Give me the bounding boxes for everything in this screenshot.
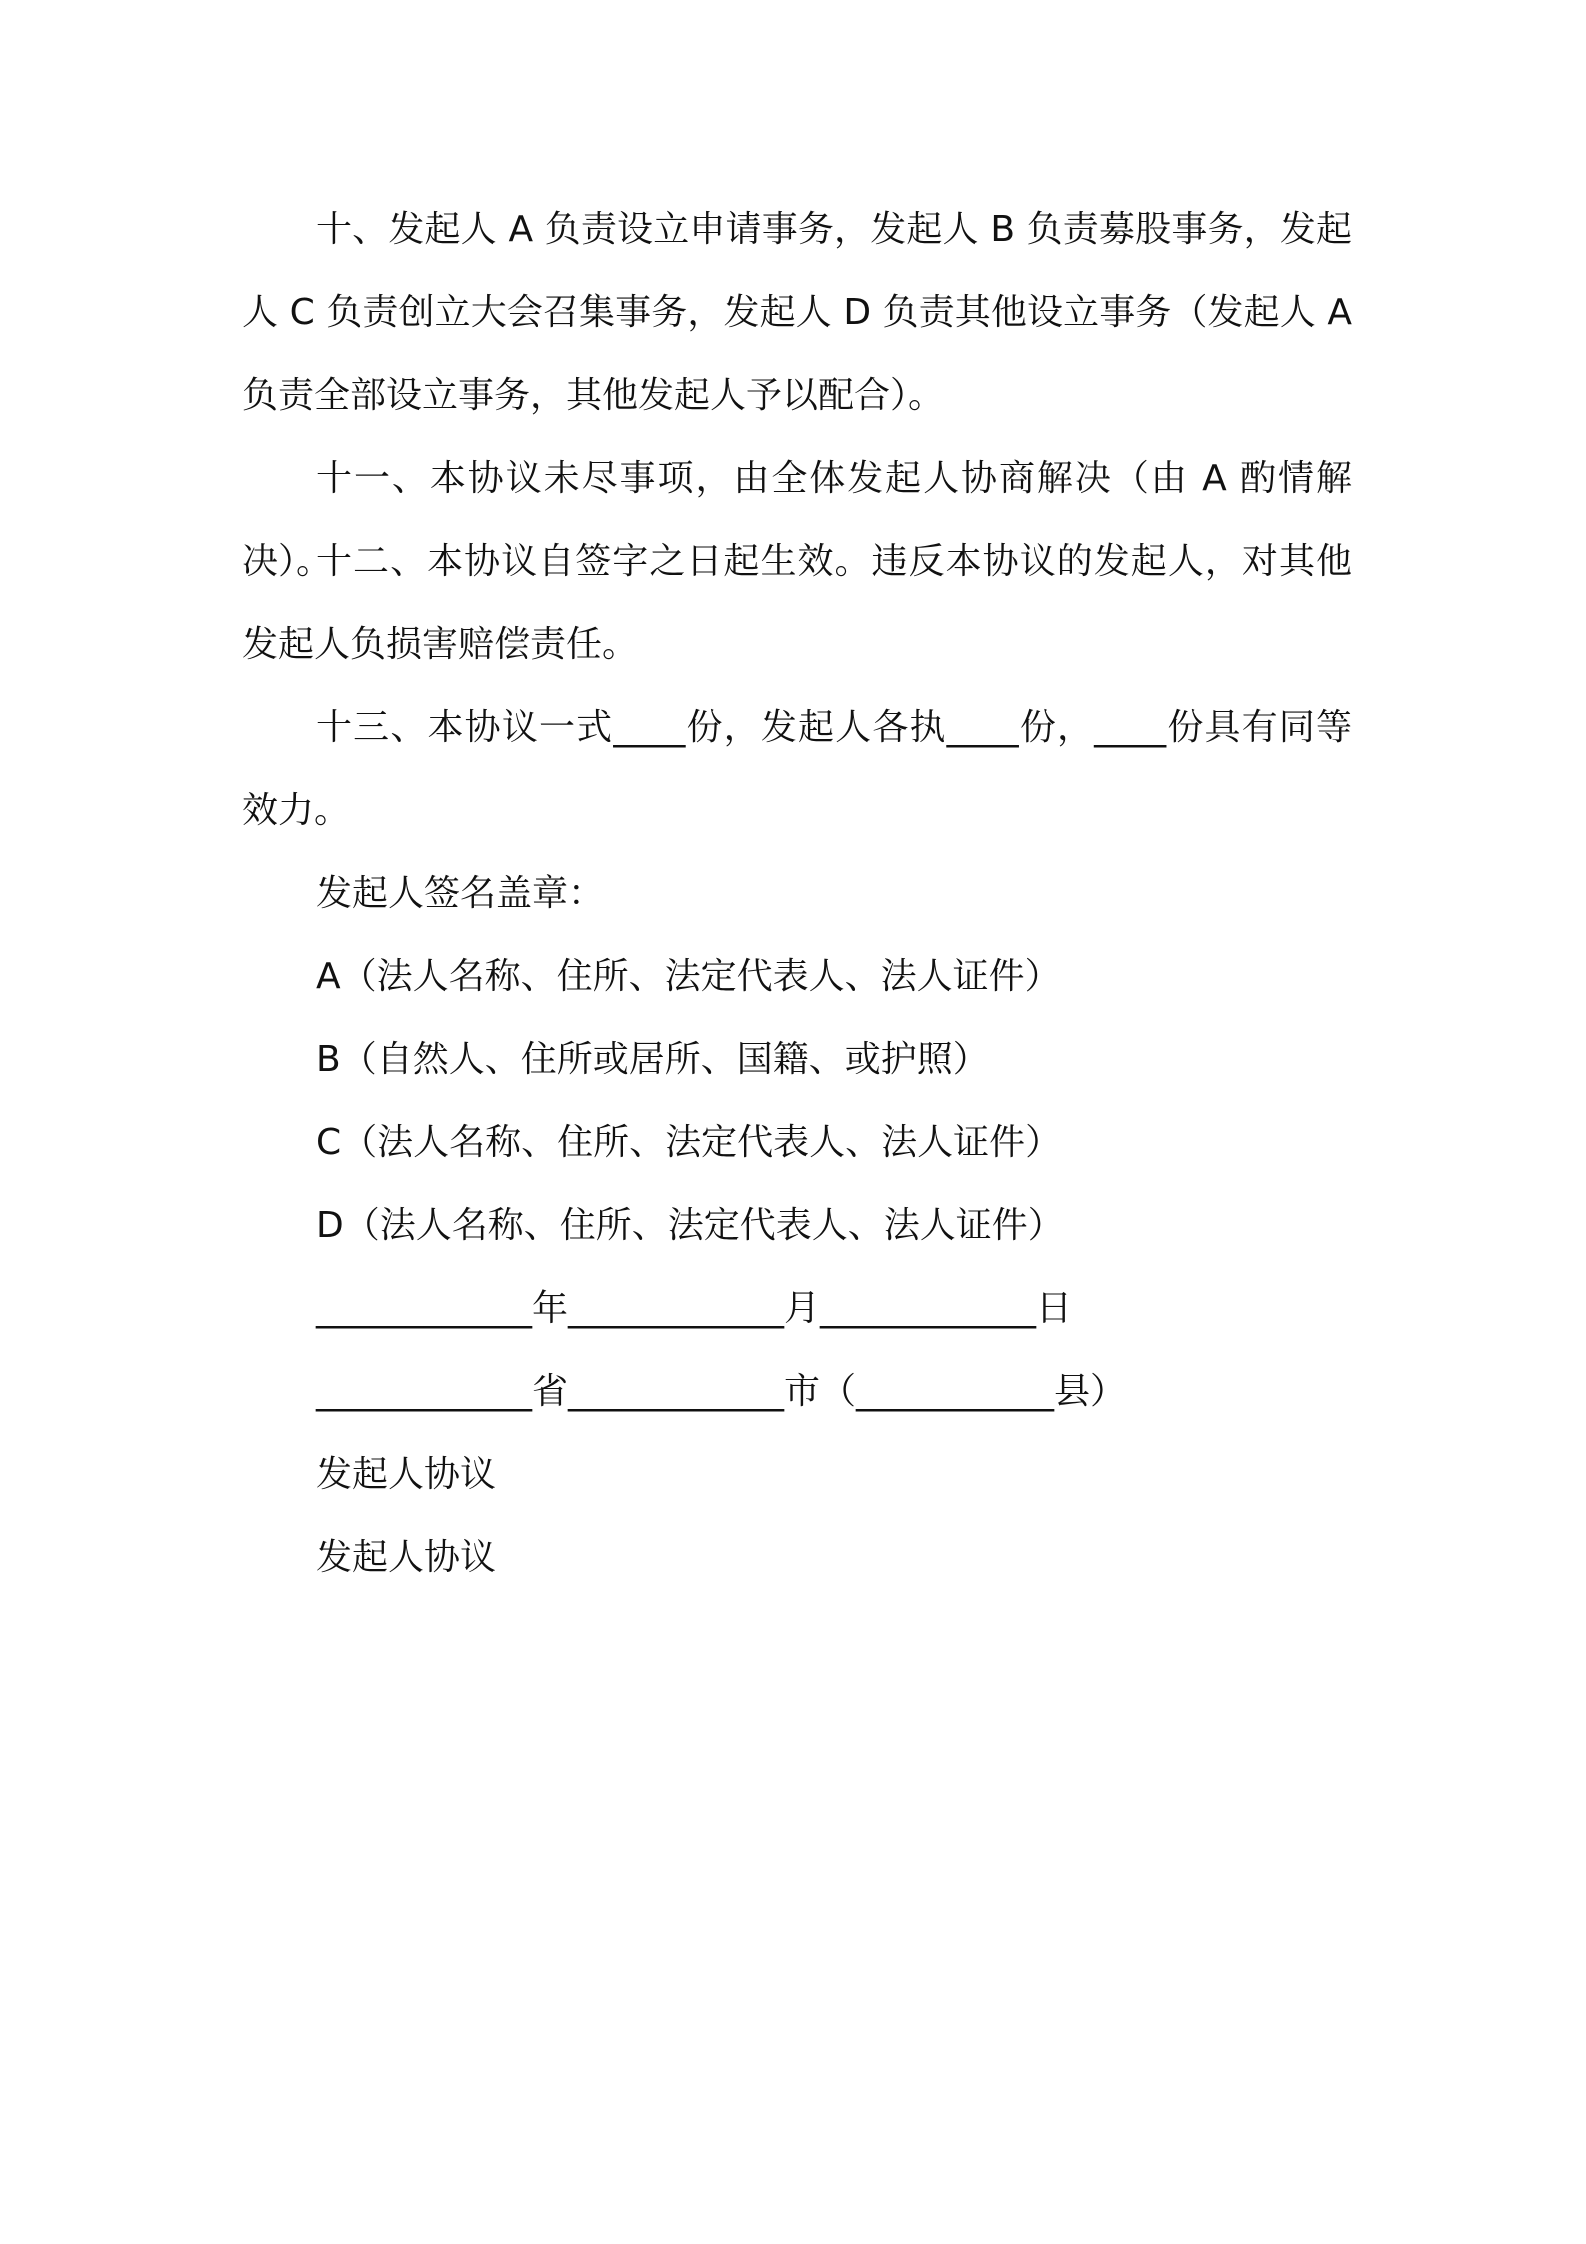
date-line: ____________年____________月____________日 bbox=[316, 1288, 1072, 1329]
signatory-d: D（法人名称、住所、法定代表人、法人证件） bbox=[316, 1205, 1064, 1246]
signatory-b: B（自然人、住所或居所、国籍、或护照） bbox=[316, 1039, 989, 1080]
clause-13: 十三、本协议一式____份，发起人各执____份，____份具有同等效力。 bbox=[242, 707, 1352, 831]
clause-12: 十二、本协议自签字之日起生效。违反本协议的发起人，对其他发起人负损害赔偿责任。 bbox=[242, 541, 1352, 665]
signature-heading: 发起人签名盖章： bbox=[316, 873, 605, 914]
footer-title-1: 发起人协议 bbox=[316, 1454, 497, 1495]
place-line: ____________省____________市（___________县） bbox=[316, 1371, 1126, 1412]
footer-title-2: 发起人协议 bbox=[316, 1537, 497, 1578]
clause-10: 十、发起人 A 负责设立申请事务，发起人 B 负责募股事务，发起人 C 负责创立大会召集事务，发起人 D 负责其他设立事务（发起人 A 负责全部设立事务，其他发起人予以配合）。 bbox=[242, 209, 1352, 416]
signatory-c: C（法人名称、住所、法定代表人、法人证件） bbox=[316, 1122, 1062, 1163]
signatory-a: A（法人名称、住所、法定代表人、法人证件） bbox=[316, 956, 1061, 997]
clause-11: 十一、本协议未尽事项，由全体发起人协商解决（由 A 酌情解决）。 bbox=[242, 458, 1352, 582]
